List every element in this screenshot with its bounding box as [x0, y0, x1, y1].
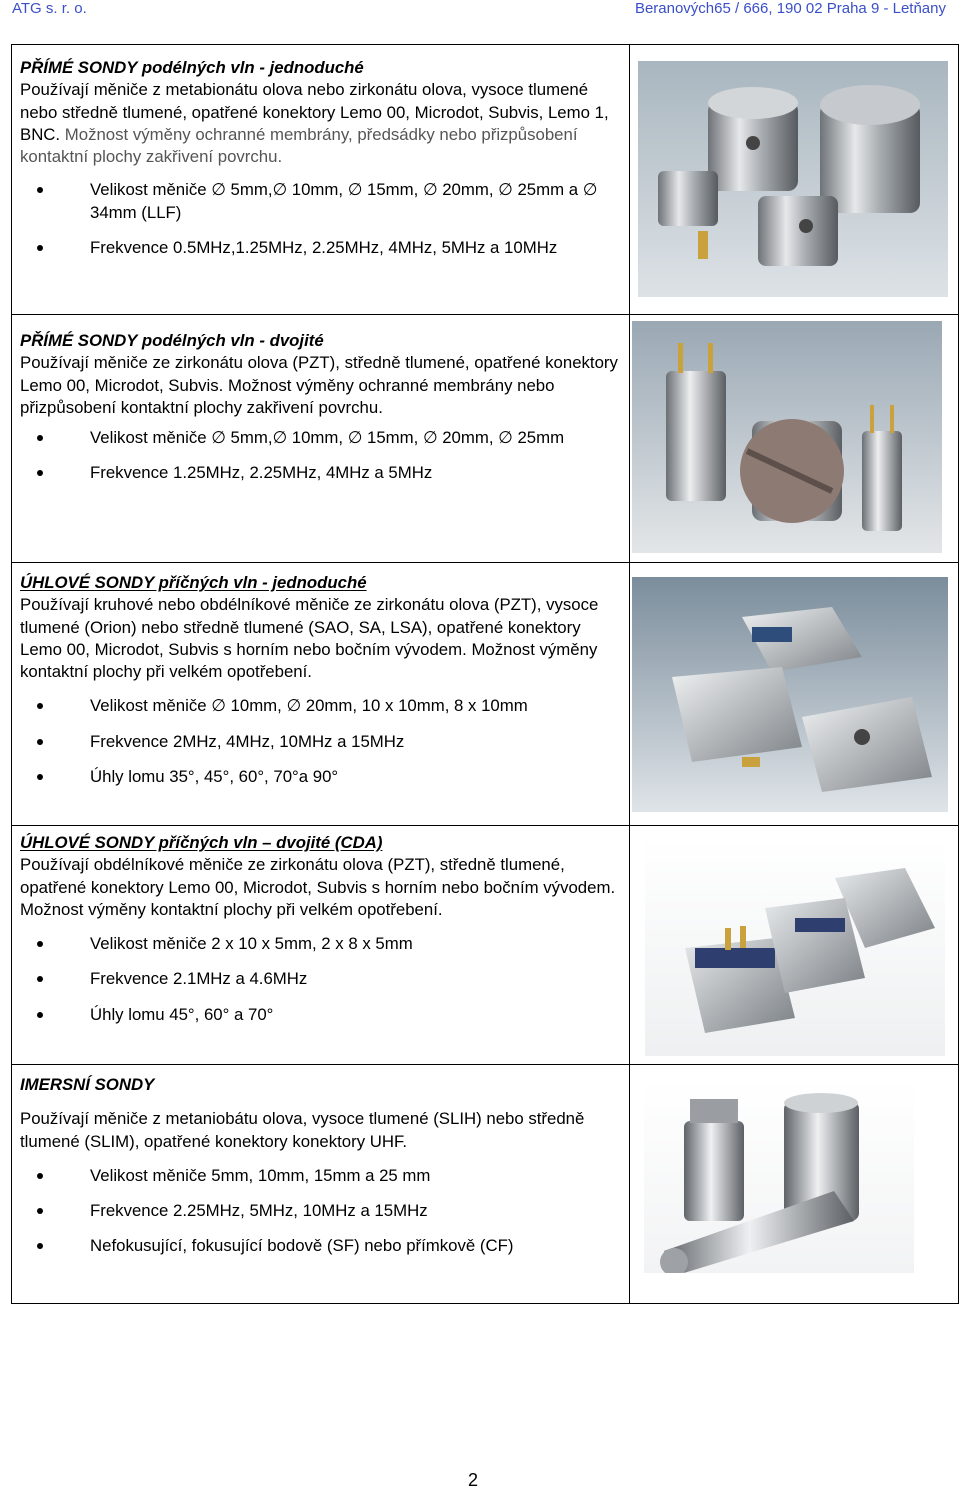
section-title: PŘÍMÉ SONDY podélných vln - jednoduché — [20, 58, 364, 77]
row-divider — [12, 825, 958, 826]
section-description: Používají kruhové nebo obdélníkové měniče ze zirkonátu olova (PZT), vysoce tlumené (Orion) nebo středně tlumené (SAO, SA, LSA), opatřené konektory Lemo 00, Microdot, Subvis s horním nebo bočním vývodem. Možnost výměny kontaktní plochy při velkém opotřebení. — [20, 595, 599, 682]
list-item: Úhly lomu 45°, 60° a 70° — [20, 1004, 620, 1026]
section-title: ÚHLOVÉ SONDY příčných vln – dvojité (CDA) — [20, 833, 383, 852]
list-item: Frekvence 0.5MHz,1.25MHz, 2.25MHz, 4MHz, 5MHz a 10MHz — [20, 237, 620, 259]
probe-photo-straight-dual — [632, 321, 942, 553]
section-immersion — [20, 1074, 620, 1258]
probe-photo-angle-single — [632, 577, 948, 812]
list-item: Nefokusující, fokusující bodově (SF) nebo přímkově (CF) — [20, 1235, 620, 1257]
list-item: Velikost měniče 2 x 10 x 5mm, 2 x 8 x 5mm — [20, 933, 620, 955]
list-item: Velikost měniče ∅ 5mm,∅ 10mm, ∅ 15mm, ∅ 20mm, ∅ 25mm — [20, 427, 620, 449]
list-item: Frekvence 1.25MHz, 2.25MHz, 4MHz a 5MHz — [20, 462, 620, 484]
page-header — [0, 0, 960, 18]
spec-list — [20, 427, 620, 485]
spec-list — [20, 933, 620, 1026]
section-title: IMERSNÍ SONDY — [20, 1075, 155, 1094]
list-item: Frekvence 2.25MHz, 5MHz, 10MHz a 15MHz — [20, 1200, 620, 1222]
section-description: Používají měniče z metaniobátu olova, vysoce tlumené (SLIH) nebo středně tlumené (SLIM), opatřené konektory konektory UHF. — [20, 1109, 585, 1151]
list-item: Velikost měniče 5mm, 10mm, 15mm a 25 mm — [20, 1165, 620, 1187]
section-title: PŘÍMÉ SONDY podélných vln - dvojité — [20, 331, 324, 350]
list-item: Velikost měniče ∅ 5mm,∅ 10mm, ∅ 15mm, ∅ 20mm, ∅ 25mm a ∅ 34mm (LLF) — [20, 179, 620, 224]
product-table — [11, 44, 959, 1304]
spec-list — [20, 179, 620, 259]
probe-photo-straight-single — [638, 61, 948, 297]
section-angle-dual — [20, 832, 620, 1026]
company-name: ATG s. r. o. — [12, 0, 87, 17]
section-angle-single — [20, 572, 620, 788]
probe-photo-angle-dual — [645, 838, 945, 1056]
section-straight-dual — [20, 330, 620, 485]
page-number: 2 — [468, 1470, 479, 1490]
column-divider — [629, 45, 630, 1303]
company-address: Beranových65 / 666, 190 02 Praha 9 - Letňany — [634, 0, 946, 17]
spec-list — [20, 1165, 620, 1258]
probe-photo-immersion — [644, 1081, 914, 1273]
section-title: ÚHLOVÉ SONDY příčných vln - jednoduché — [20, 573, 367, 592]
section-straight-single — [20, 57, 620, 259]
section-description: Používají měniče z metabionátu olova nebo zirkonátu olova, vysoce tlumené nebo středně tlumené, opatřené konektory Lemo 00, Microdot, Subvis, Lemo 1, BNC. Možnost výměny ochranné membrány, předsádky nebo přizpůsobení kontaktní plochy zakřivení povrchu. — [20, 80, 609, 167]
section-description: Používají obdélníkové měniče ze zirkonátu olova (PZT), středně tlumené, opatřené konektory Lemo 00, Microdot, Subvis s horním nebo bočním vývodem. Možnost výměny kontaktní plochy při velkém opotřebení. — [20, 855, 616, 919]
list-item: Velikost měniče ∅ 10mm, ∅ 20mm, 10 x 10mm, 8 x 10mm — [20, 695, 620, 717]
section-description: Používají měniče ze zirkonátu olova (PZT), středně tlumené, opatřené konektory Lemo 00, Microdot, Subvis. Možnost výměny ochranné membrány nebo přizpůsobení kontaktní plochy zakřivení povrchu. — [20, 353, 618, 417]
list-item: Úhly lomu 35°, 45°, 60°, 70°a 90° — [20, 766, 620, 788]
list-item: Frekvence 2MHz, 4MHz, 10MHz a 15MHz — [20, 731, 620, 753]
row-divider — [12, 314, 958, 315]
row-divider — [12, 1064, 958, 1065]
spec-list — [20, 695, 620, 788]
row-divider — [12, 562, 958, 563]
list-item: Frekvence 2.1MHz a 4.6MHz — [20, 968, 620, 990]
